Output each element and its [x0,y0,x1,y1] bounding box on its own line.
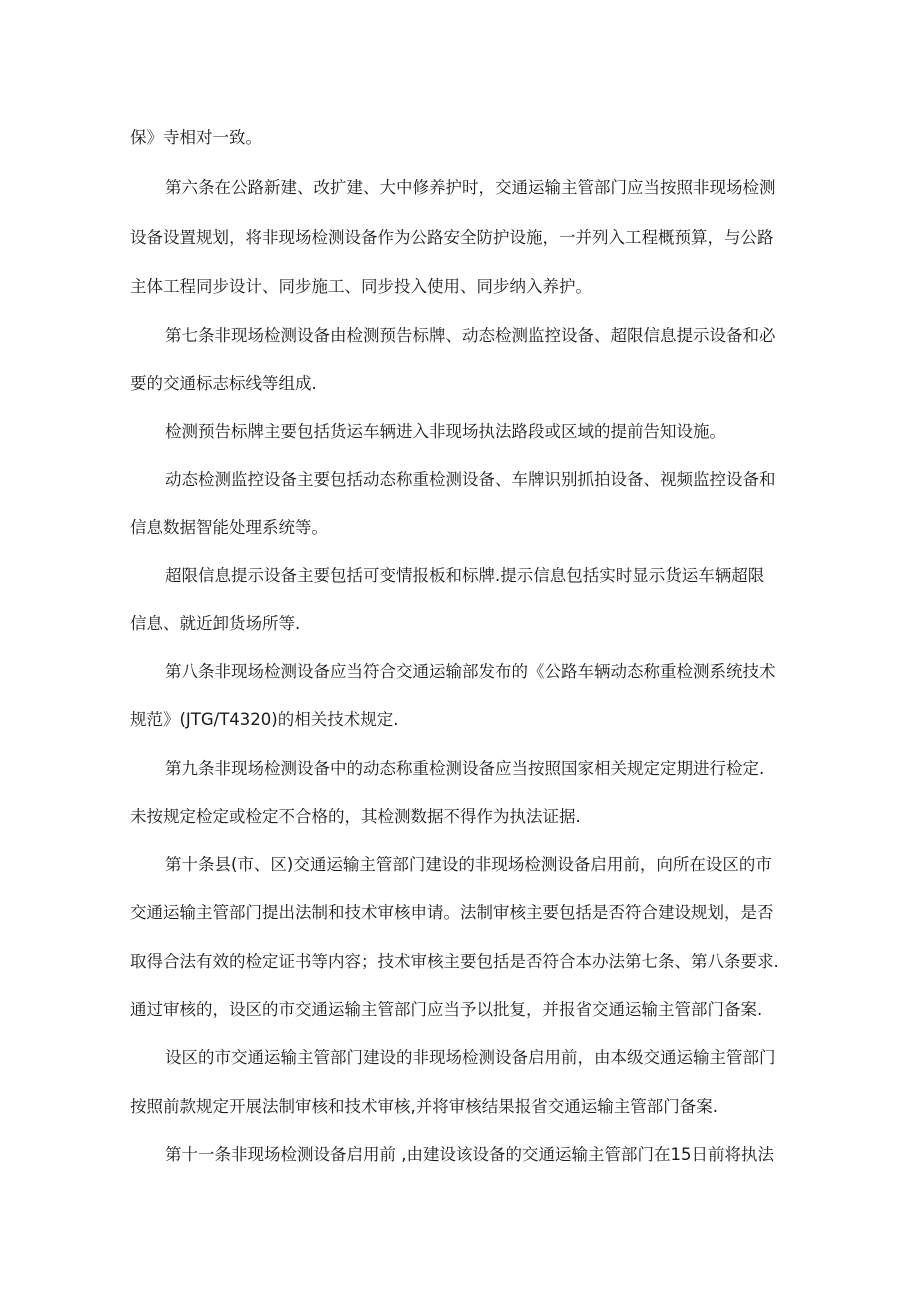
article-9-line-1: 第九条非现场检测设备中的动态称重检测设备应当按照国家相关规定定期进行检定. [165,759,765,778]
article-8-line-2: 规范》(JTG/T4320)的相关技术规定. [130,710,399,729]
article-7-line-2: 要的交通标志标线等组成. [130,374,317,393]
article-11-line-1: 第十一条非现场检测设备启用前 ,由建设该设备的交通运输主管部门在15日前将执法 [165,1145,774,1164]
paragraph-line: 信息、就近卸货场所等. [130,614,301,633]
article-6-line-1: 第六条在公路新建、改扩建、大中修养护时，交通运输主管部门应当按照非现场检测 [165,178,776,197]
article-10-line-4: 通过审核的，设区的市交通运输主管部门应当予以批复，并报省交通运输主管部门备案. [130,1000,763,1019]
paragraph-line: 设区的市交通运输主管部门建设的非现场检测设备启用前，由本级交通运输主管部门 [165,1048,776,1067]
article-10-line-1: 第十条县(市、区)交通运输主管部门建设的非现场检测设备启用前，向所在设区的市 [165,855,772,874]
article-6-line-3: 主体工程同步设计、同步施工、同步投入使用、同步纳入养护。 [130,277,592,296]
article-6-line-2: 设备设置规划，将非现场检测设备作为公路安全防护设施，一并列入工程概预算，与公路 [130,228,774,247]
article-10-line-3: 取得合法有效的检定证书等内容；技术审核主要包括是否符合本办法第七条、第八条要求. [130,952,779,971]
text-line: 保》寺相对一致。 [130,128,262,147]
paragraph-line: 超限信息提示设备主要包括可变情报板和标牌.提示信息包括实时显示货运车辆超限 [165,566,765,585]
article-9-line-2: 未按规定检定或检定不合格的，其检测数据不得作为执法证据. [130,807,581,826]
article-10-line-2: 交通运输主管部门提出法制和技术审核申请。法制审核主要包括是否符合建设规划，是否 [130,903,774,922]
paragraph-line: 信息数据智能处理系统等。 [130,518,328,537]
article-8-line-1: 第八条非现场检测设备应当符合交通运输部发布的《公路车辆动态称重检测系统技术 [165,662,776,681]
article-7-line-1: 第七条非现场检测设备由检测预告标牌、动态检测监控设备、超限信息提示设备和必 [165,326,776,345]
paragraph-line: 检测预告标牌主要包括货运车辆进入非现场执法路段或区域的提前告知设施。 [165,422,726,441]
paragraph-line: 按照前款规定开展法制审核和技术审核,并将审核结果报省交通运输主管部门备案. [130,1097,718,1116]
paragraph-line: 动态检测监控设备主要包括动态称重检测设备、车牌识别抓拍设备、视频监控设备和 [165,470,776,489]
